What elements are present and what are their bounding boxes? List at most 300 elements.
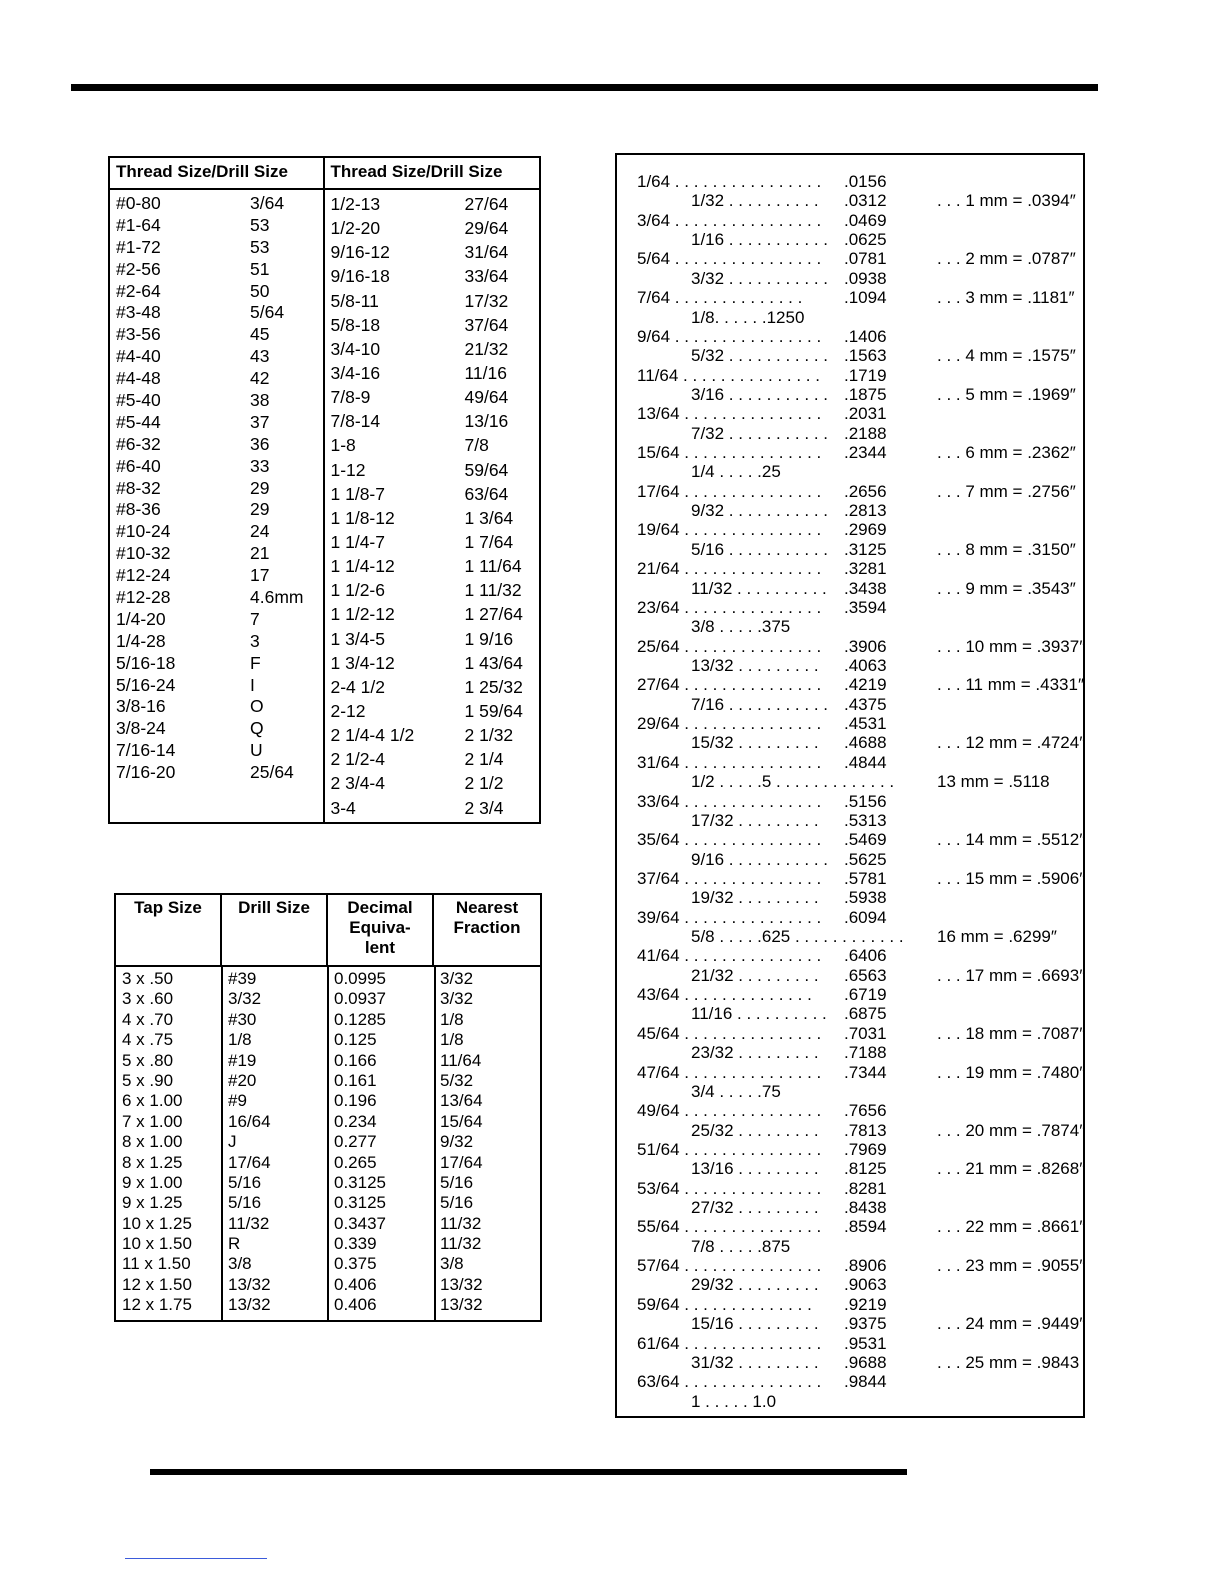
thread-row	[116, 411, 323, 433]
fraction-label: 7/16 . . . . . . . . . . .	[691, 694, 828, 714]
fraction-label: 11/32 . . . . . . . . . .	[691, 578, 827, 598]
thread-row	[331, 313, 540, 337]
drill-size: 59/64	[464, 459, 509, 480]
thread-size: #5-40	[116, 390, 161, 411]
mm-conversion: . . . 15 mm = .5906″	[937, 868, 1086, 888]
tap-size: 5 x .90	[122, 1070, 174, 1090]
mm-conversion: . . . 6 mm = .2362″	[937, 443, 1076, 463]
tap-size: 6 x 1.00	[122, 1091, 183, 1111]
thread-row	[331, 530, 540, 554]
decimal-row	[617, 1082, 1083, 1101]
drill-size: 51	[250, 258, 270, 279]
thread-size: #12-24	[116, 565, 171, 586]
fraction-label: 29/32 . . . . . . . . .	[691, 1275, 819, 1295]
thread-size: 2-4 1/2	[330, 676, 385, 697]
decimal-value: .8281	[844, 1178, 887, 1198]
decimal-value: .0781	[844, 249, 887, 269]
drill-size: 5/16	[228, 1172, 262, 1192]
mm-conversion: . . . 19 mm = .7480″	[937, 1062, 1086, 1082]
decimal-row	[617, 191, 1083, 210]
drill-size: 1 27/64	[464, 604, 523, 625]
thread-row	[116, 542, 323, 564]
thread-size: #3-48	[116, 302, 161, 323]
mm-conversion: . . . 22 mm = .8661″	[937, 1217, 1086, 1237]
decimal-row	[617, 1198, 1083, 1217]
fraction-label: 27/32 . . . . . . . . .	[691, 1198, 819, 1218]
drill-size-header: Drill Size	[222, 895, 328, 965]
thread-row	[331, 796, 540, 820]
drill-size: 1 11/64	[464, 556, 522, 577]
thread-size: #10-32	[116, 543, 171, 564]
decimal-value: .2813	[844, 501, 887, 521]
thread-size: #2-56	[116, 258, 161, 279]
decimal-equivalent: 0.1285	[334, 1009, 386, 1029]
thread-row	[116, 739, 323, 761]
nearest-fraction: 5/32	[440, 1070, 474, 1090]
decimal-row	[617, 1023, 1086, 1043]
decimal-value: .3281	[844, 559, 887, 579]
drill-size: 1 59/64	[464, 700, 523, 721]
drill-size: 42	[250, 368, 270, 389]
decimal-row	[617, 1043, 1083, 1062]
thread-row	[116, 367, 323, 389]
thread-row	[116, 674, 323, 696]
drill-size: #9	[228, 1091, 247, 1111]
fraction-label: 1/2 . . . . .5 . . . . . . . . . . . . .	[691, 772, 895, 792]
fraction-label: 23/64 . . . . . . . . . . . . . . .	[637, 597, 822, 617]
thread-size: 7/8-9	[330, 387, 371, 408]
thread-row	[116, 608, 323, 630]
thread-size: 7/16-14	[116, 740, 176, 761]
drill-size: 1 7/64	[464, 531, 514, 552]
thread-size: 1 3/4-5	[330, 628, 385, 649]
decimal-row	[617, 249, 1083, 268]
fraction-label: 1/16 . . . . . . . . . . .	[691, 230, 828, 250]
tap-size: 12 x 1.50	[122, 1274, 192, 1294]
fraction-label: 37/64 . . . . . . . . . . . . . . .	[637, 868, 822, 888]
tap-size: 8 x 1.00	[122, 1132, 183, 1152]
nearest-fraction: 17/64	[440, 1152, 483, 1172]
footer-link-underline[interactable]	[125, 1558, 267, 1559]
thread-row	[331, 192, 540, 216]
decimal-value: .0625	[844, 230, 887, 250]
decimal-row	[617, 1334, 1083, 1353]
fraction-label: 51/64 . . . . . . . . . . . . . . .	[637, 1139, 822, 1159]
drill-size: 7/8	[464, 435, 489, 456]
decimal-row	[617, 656, 1083, 675]
header-rule	[71, 84, 1098, 91]
decimal-equivalent-header: Decimal Equiva- lent	[328, 895, 434, 965]
thread-size: 1-8	[330, 435, 356, 456]
fraction-label: 27/64 . . . . . . . . . . . . . . .	[637, 675, 822, 695]
thread-row	[331, 602, 540, 626]
decimal-value: .1406	[844, 326, 887, 346]
fraction-label: 35/64 . . . . . . . . . . . . . . .	[637, 830, 822, 850]
drill-size: 33/64	[464, 266, 509, 287]
decimal-row	[617, 424, 1083, 443]
mm-conversion: . . . 3 mm = .1181″	[937, 288, 1075, 308]
nearest-fraction: 3/8	[440, 1254, 464, 1274]
decimal-row	[617, 1101, 1083, 1120]
drill-size: 7	[250, 608, 260, 629]
drill-size: 17	[250, 565, 270, 586]
nearest-fraction: 11/32	[440, 1213, 482, 1233]
decimal-value: .7344	[844, 1062, 887, 1082]
drill-size: R	[228, 1234, 241, 1254]
decimal-value: .4063	[844, 655, 887, 675]
decimal-value: .1563	[844, 346, 887, 366]
thread-row	[331, 433, 540, 457]
tap-table-header	[116, 895, 540, 967]
decimal-value: .6563	[844, 965, 887, 985]
thread-size: 1/2-13	[330, 194, 381, 214]
fraction-label: 33/64 . . . . . . . . . . . . . . .	[637, 791, 822, 811]
decimal-row	[617, 1392, 1083, 1411]
fraction-label: 43/64 . . . . . . . . . . . . . .	[637, 985, 812, 1005]
decimal-row	[617, 1179, 1083, 1198]
decimal-value: .3906	[844, 636, 887, 656]
tap-size: 11 x 1.50	[122, 1254, 191, 1274]
thread-row	[116, 236, 323, 258]
thread-size: #0-80	[116, 193, 161, 213]
decimal-equivalent: 0.161	[334, 1070, 377, 1090]
drill-size: 1/8	[228, 1030, 252, 1050]
decimal-row	[617, 1062, 1086, 1082]
decimal-row	[617, 772, 1083, 791]
mm-conversion: . . . 23 mm = .9055″	[937, 1256, 1086, 1276]
decimal-row	[617, 1295, 1083, 1314]
decimal-equivalent: 0.3125	[334, 1193, 386, 1213]
thread-size: #4-40	[116, 346, 161, 367]
decimal-value: .6406	[844, 946, 887, 966]
decimal-equivalent: 0.375	[334, 1254, 377, 1274]
drill-size: 13/16	[464, 411, 509, 432]
decimal-value: .9063	[844, 1275, 887, 1295]
drill-size: #19	[228, 1050, 257, 1070]
decimal-value: .8906	[844, 1256, 887, 1276]
decimal-value: .5625	[844, 849, 887, 869]
decimal-value: .9375	[844, 1314, 887, 1334]
thread-row	[331, 385, 540, 409]
decimal-equivalent: 0.265	[334, 1152, 377, 1172]
mm-conversion: . . . 10 mm = .3937″	[937, 636, 1086, 656]
decimal-row	[617, 965, 1086, 985]
thread-row	[116, 214, 323, 236]
drill-size: 31/64	[464, 242, 509, 263]
drill-size: 50	[250, 280, 270, 301]
fraction-label: 9/64 . . . . . . . . . . . . . . . .	[637, 326, 822, 346]
thread-row	[331, 747, 540, 771]
fraction-label: 5/8 . . . . .625 . . . . . . . . . . . .	[691, 927, 904, 947]
thread-size: #5-44	[116, 411, 161, 432]
thread-size: 9/16-18	[330, 266, 390, 287]
decimal-row	[617, 714, 1083, 733]
tap-drill-table	[114, 893, 542, 1322]
decimal-value: .5781	[844, 868, 887, 888]
mm-conversion: . . . 21 mm = .8268″	[937, 1159, 1086, 1179]
drill-size: 5/16	[228, 1193, 262, 1213]
mm-conversion: . . . 24 mm = .9449″	[937, 1314, 1086, 1334]
decimal-equivalent: 0.339	[334, 1234, 377, 1254]
decimal-row	[617, 850, 1083, 869]
decimal-value: .9844	[844, 1372, 887, 1392]
mm-conversion: . . . 7 mm = .2756″	[937, 481, 1076, 501]
decimal-value: .7813	[844, 1120, 887, 1140]
decimal-value: .3438	[844, 578, 887, 598]
thread-size: 1/4-20	[116, 608, 166, 629]
thread-row	[331, 506, 540, 530]
fraction-label: 47/64 . . . . . . . . . . . . . . .	[637, 1062, 822, 1082]
tap-size: 10 x 1.25	[122, 1213, 192, 1233]
drill-size: 27/64	[464, 194, 509, 214]
tap-size: 4 x .75	[122, 1030, 174, 1050]
thread-size: 7/8-14	[330, 411, 381, 432]
thread-size: 1 1/8-12	[330, 507, 395, 528]
decimal-value: .4375	[844, 694, 887, 714]
decimal-row	[617, 501, 1083, 520]
thread-row	[116, 192, 323, 214]
decimal-value: .8594	[844, 1217, 887, 1237]
fraction-label: 7/32 . . . . . . . . . . .	[691, 423, 828, 443]
column-divider	[327, 967, 329, 1320]
decimal-row	[617, 462, 1083, 481]
thread-table-header-right: Thread Size/Drill Size	[325, 158, 540, 190]
thread-size: 1 1/2-12	[330, 604, 395, 625]
thread-size: #6-32	[116, 433, 161, 454]
drill-size: I	[250, 674, 255, 695]
fraction-label: 55/64 . . . . . . . . . . . . . . .	[637, 1217, 822, 1237]
drill-size: 2 1/32	[464, 725, 514, 746]
fraction-label: 13/64 . . . . . . . . . . . . . . .	[637, 404, 822, 424]
decimal-row	[617, 908, 1083, 927]
fraction-label: 7/8 . . . . .875	[691, 1236, 791, 1256]
thread-size: 1 1/4-12	[330, 556, 395, 577]
tap-size: 8 x 1.25	[122, 1152, 183, 1172]
drill-size: 29	[250, 499, 270, 520]
fraction-label: 3/16 . . . . . . . . . . .	[691, 384, 828, 404]
fraction-label: 9/16 . . . . . . . . . . .	[691, 849, 828, 869]
decimal-row	[617, 172, 1083, 191]
decimal-row	[617, 617, 1083, 636]
decimal-row	[617, 888, 1083, 907]
column-divider	[221, 967, 223, 1320]
nearest-fraction: 11/64	[440, 1050, 482, 1070]
nearest-fraction: 11/32	[440, 1234, 482, 1254]
decimal-row	[617, 1353, 1083, 1372]
decimal-row	[617, 675, 1083, 694]
decimal-value: .2344	[844, 443, 887, 463]
fraction-label: 3/64 . . . . . . . . . . . . . . . .	[637, 210, 822, 230]
nearest-fraction: 13/64	[440, 1091, 483, 1111]
thread-row	[331, 771, 540, 795]
mm-conversion: . . . 11 mm = .4331″	[937, 675, 1084, 695]
drill-size: 1 3/64	[464, 507, 514, 528]
thread-row	[331, 554, 540, 578]
thread-row	[116, 564, 323, 586]
fraction-label: 31/32 . . . . . . . . .	[691, 1352, 819, 1372]
fraction-label: 5/32 . . . . . . . . . . .	[691, 346, 828, 366]
decimal-row	[617, 559, 1083, 578]
decimal-row	[617, 792, 1083, 811]
decimal-value: .2656	[844, 481, 887, 501]
thread-row	[331, 651, 540, 675]
fraction-label: 7/64 . . . . . . . . . . . . . .	[637, 288, 803, 308]
decimal-equivalent: 0.0995	[334, 969, 386, 988]
decimal-value: .7656	[844, 1101, 887, 1121]
thread-size: 2-12	[330, 700, 366, 721]
decimal-value: .2031	[844, 404, 887, 424]
drill-size: 13/32	[228, 1274, 271, 1294]
decimal-value: .4688	[844, 733, 887, 753]
thread-size: #1-72	[116, 236, 161, 257]
decimal-value: .5469	[844, 830, 887, 850]
decimal-value: .7031	[844, 1023, 887, 1043]
decimal-equivalent: 0.3125	[334, 1172, 386, 1192]
fraction-label: 21/32 . . . . . . . . .	[691, 965, 819, 985]
decimal-value: .7969	[844, 1139, 887, 1159]
decimal-row	[617, 946, 1083, 965]
thread-row	[331, 699, 540, 723]
decimal-value: .0312	[844, 191, 887, 211]
thread-row	[116, 630, 323, 652]
thread-table-right-column	[325, 158, 540, 822]
drill-size: 21/32	[464, 338, 509, 359]
decimal-row	[617, 482, 1083, 501]
thread-row	[331, 482, 540, 506]
thread-size: 1 3/4-12	[330, 652, 395, 673]
decimal-row	[617, 520, 1083, 539]
thread-size: #8-32	[116, 477, 161, 498]
thread-size: 1 1/8-7	[330, 483, 385, 504]
decimal-value: .3125	[844, 539, 887, 559]
fraction-label: 13/16 . . . . . . . . .	[691, 1159, 819, 1179]
decimal-value: .5156	[844, 791, 887, 811]
decimal-row	[617, 1237, 1083, 1256]
nearest-fraction: 5/16	[440, 1193, 474, 1213]
mm-conversion: . . . 17 mm = .6693″	[937, 965, 1086, 985]
fraction-label: 1/64 . . . . . . . . . . . . . . . .	[637, 172, 822, 191]
decimal-equivalent: 0.277	[334, 1132, 377, 1152]
fraction-label: 45/64 . . . . . . . . . . . . . . .	[637, 1023, 822, 1043]
decimal-equivalent: 0.166	[334, 1050, 377, 1070]
tap-size: 5 x .80	[122, 1050, 174, 1070]
thread-table-left-column	[110, 158, 325, 822]
decimal-row	[617, 366, 1083, 385]
drill-size: 36	[250, 433, 270, 454]
drill-size: 3	[250, 630, 260, 651]
tap-size: 9 x 1.00	[122, 1172, 183, 1192]
thread-row	[116, 301, 323, 323]
decimal-equivalent: 0.125	[334, 1030, 377, 1050]
thread-row	[116, 345, 323, 367]
thread-size: #3-56	[116, 324, 161, 345]
mm-conversion: . . . 1 mm = .0394″	[937, 191, 1076, 211]
mm-conversion: . . . 2 mm = .0787″	[937, 249, 1076, 269]
fraction-label: 17/32 . . . . . . . . .	[691, 810, 819, 830]
drill-size: F	[250, 652, 261, 673]
thread-size: 2 1/4-4 1/2	[330, 725, 415, 746]
decimal-value: .2969	[844, 520, 887, 540]
decimal-value: .1094	[844, 288, 887, 308]
fraction-label: 57/64 . . . . . . . . . . . . . . .	[637, 1256, 822, 1276]
thread-row	[116, 477, 323, 499]
fraction-label: 15/32 . . . . . . . . .	[691, 733, 819, 753]
drill-size: #20	[228, 1070, 257, 1090]
thread-row	[331, 361, 540, 385]
drill-size: #39	[228, 969, 257, 988]
fraction-label: 3/8 . . . . .375	[691, 617, 791, 637]
thread-row	[116, 389, 323, 411]
decimal-value: .0156	[844, 172, 887, 191]
fraction-label: 59/64 . . . . . . . . . . . . . .	[637, 1294, 812, 1314]
drill-size: #30	[228, 1009, 257, 1029]
drill-size: 45	[250, 324, 270, 345]
decimal-row	[617, 269, 1083, 288]
drill-size: 2 1/4	[464, 749, 504, 770]
decimal-row	[617, 753, 1083, 772]
thread-size: 3/8-24	[116, 718, 166, 739]
decimal-value: .1875	[844, 384, 887, 404]
fraction-label: 21/64 . . . . . . . . . . . . . . .	[637, 559, 822, 579]
thread-row	[116, 652, 323, 674]
fraction-label: 1/32 . . . . . . . . . .	[691, 191, 819, 211]
drill-size: 25/64	[250, 762, 294, 783]
thread-drill-size-table	[108, 156, 541, 824]
drill-size: 4.6mm	[250, 587, 304, 608]
decimal-row	[617, 1120, 1086, 1140]
mm-conversion: . . . 4 mm = .1575″	[937, 346, 1076, 366]
fraction-label: 3/4 . . . . .75	[691, 1081, 781, 1101]
decimal-value: .5938	[844, 888, 887, 908]
drill-size: 49/64	[464, 387, 509, 408]
drill-size: 3/32	[228, 989, 262, 1009]
thread-row	[116, 455, 323, 477]
drill-size: 2 3/4	[464, 797, 504, 818]
decimal-equivalent: 0.196	[334, 1091, 377, 1111]
drill-size: 21	[250, 543, 270, 564]
thread-size: #2-64	[116, 280, 161, 301]
drill-size: 43	[250, 346, 270, 367]
drill-size: Q	[250, 718, 264, 739]
tap-size-header: Tap Size	[116, 895, 222, 965]
decimal-row	[617, 1140, 1083, 1159]
tap-size: 9 x 1.25	[122, 1193, 183, 1213]
drill-size: 33	[250, 455, 270, 476]
thread-size: 3/8-16	[116, 696, 166, 717]
decimal-value: .9531	[844, 1333, 887, 1353]
drill-size: 17/64	[228, 1152, 271, 1172]
thread-row	[116, 433, 323, 455]
decimal-row	[617, 695, 1083, 714]
nearest-fraction: 5/16	[440, 1172, 474, 1192]
fraction-label: 19/32 . . . . . . . . .	[691, 888, 819, 908]
thread-row	[116, 520, 323, 542]
decimal-row	[617, 443, 1083, 462]
decimal-value: .6719	[844, 985, 887, 1005]
fraction-label: 31/64 . . . . . . . . . . . . . . .	[637, 752, 822, 772]
decimal-value: .8438	[844, 1198, 887, 1218]
mm-conversion: . . . 8 mm = .3150″	[937, 539, 1076, 559]
thread-row	[331, 264, 540, 288]
drill-size: 16/64	[228, 1111, 271, 1131]
thread-size: 2 3/4-4	[330, 773, 385, 794]
thread-row	[116, 323, 323, 345]
tap-size: 7 x 1.00	[122, 1111, 183, 1131]
fraction-label: 19/64 . . . . . . . . . . . . . . .	[637, 520, 822, 540]
decimal-row	[617, 830, 1086, 850]
decimal-value: .9688	[844, 1352, 887, 1372]
drill-size: U	[250, 740, 263, 761]
